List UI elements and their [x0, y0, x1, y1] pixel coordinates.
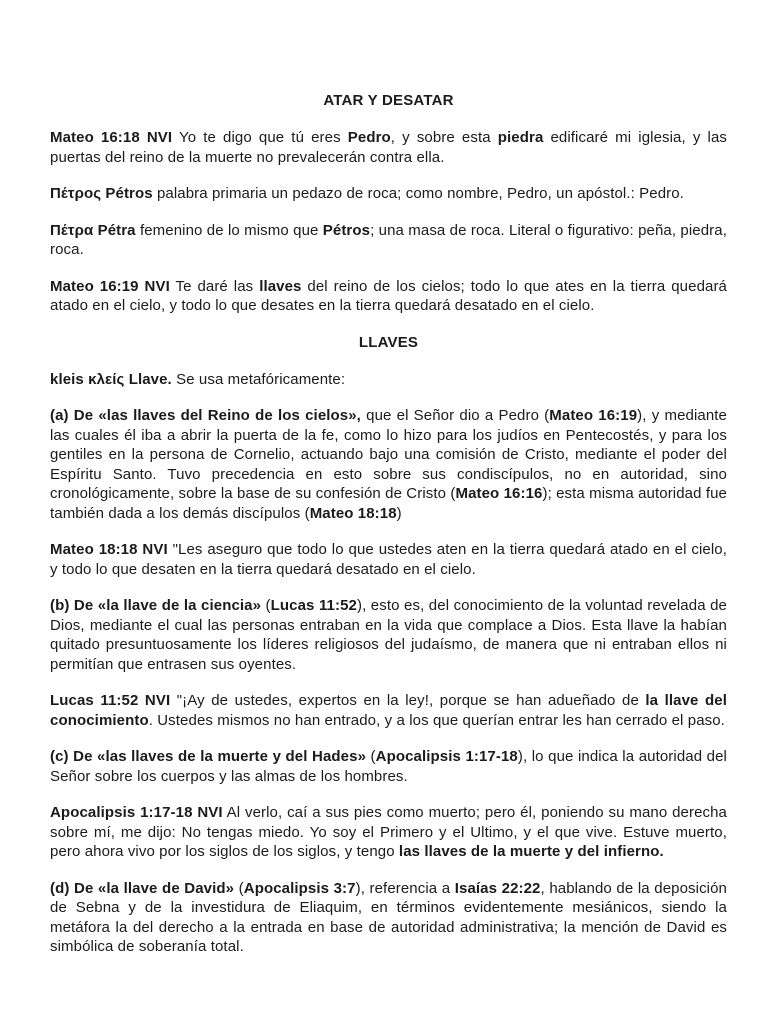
paragraph [50, 691, 727, 730]
text-run: femenino de lo mismo que [135, 221, 323, 239]
text-run: ), lo que indica la autoridad del Señor sobre los cuerpos y las almas de los hombres. [50, 748, 727, 785]
document-content [50, 91, 727, 957]
paragraph [50, 370, 727, 390]
bold-text-run: Lucas 11:52 [270, 597, 357, 614]
text-run: ( [261, 597, 271, 614]
bold-text-run: Pétros [322, 221, 371, 239]
bold-text-run: LLAVES [358, 333, 419, 351]
bold-text-run: Isaías 22:22 [454, 879, 541, 897]
bold-text-run: (b) De «la llave de la ciencia» [50, 597, 262, 614]
text-run: "Les aseguro que todo lo que ustedes aten en la tierra quedará atado en el cielo, y todo lo que desaten en la tierra quedará desatado en el cielo. [50, 541, 727, 578]
bold-text-run: (d) De «la llave de David» [50, 879, 235, 897]
bold-text-run: ATAR Y DESATAR [323, 92, 454, 109]
bold-text-run: (a) De «las llaves del Reino de los cielos», [50, 407, 361, 424]
bold-text-run: Mateo 16:18 NVI [50, 129, 173, 146]
paragraph [50, 221, 727, 260]
bold-text-run: Mateo 16:19 NVI [50, 277, 170, 295]
text-run: Yo te digo que tú eres [172, 129, 348, 146]
text-run: "¡Ay de ustedes, expertos en la ley!, porque se han adueñado de [170, 692, 646, 709]
text-run: , hablando de la deposición de Sebna y de la investidura de Eliaquim, en términos evidentemente mesiánicos, siendo la metáfora la del derecho a la entrada en base de autoridad administrativa; la mención de David es simbólica de soberanía total. [50, 879, 727, 955]
bold-text-run: Mateo 16:16 [455, 485, 543, 502]
paragraph [50, 596, 727, 674]
paragraph [50, 540, 727, 579]
section-heading [50, 333, 727, 353]
text-run: ( [366, 748, 376, 765]
bold-text-run: la llave del conocimiento [50, 692, 727, 729]
bold-text-run: Apocalipsis 3:7 [243, 879, 356, 897]
bold-text-run: Mateo 16:19 [549, 407, 638, 424]
text-run: Al verlo, caí a sus pies como muerto; pero él, poniendo su mano derecha sobre mí, me dijo: No tengas miedo. Yo soy el Primero y el Ultimo, y el que vive. Estuve muerto, pero ahora vivo por los siglos de los siglos, y tengo [50, 804, 727, 860]
text-run: ( [234, 879, 244, 897]
bold-text-run: Mateo 18:18 NVI [50, 541, 168, 558]
text-run: que el Señor dio a Pedro ( [360, 407, 550, 424]
text-run: , y sobre esta [390, 129, 498, 146]
text-run: palabra primaria un pedazo de roca; como nombre, Pedro, un apóstol.: Pedro. [152, 185, 684, 202]
bold-text-run: (c) De «las llaves de la muerte y del Hades» [50, 748, 367, 765]
bold-text-run: Πέτρα Pétra [50, 221, 136, 239]
bold-text-run: piedra [497, 129, 544, 146]
text-run: del reino de los cielos; todo lo que ates en la tierra quedará atado en el cielo, y todo lo que desates en la tierra quedará desatado en el cielo. [50, 277, 727, 314]
text-run: Se usa metafóricamente: [171, 370, 346, 388]
text-run: ), y mediante las cuales él iba a abrir la puerta de la fe, como lo hizo para los judíos en Pentecostés, y para los gentiles en la persona de Cornelio, actuando bajo una comisión de Cristo, mediante el poder del Espíritu Santo. Tuvo precedencia en esto sobre sus condiscípulos, no en autoridad, sino cronológicamente, sobre la base de su confesión de Cristo ( [50, 407, 727, 502]
paragraph [50, 184, 727, 204]
text-run: Te daré las [169, 277, 260, 295]
text-run: . Ustedes mismos no han entrado, y a los que querían entrar les han cerrado el paso. [148, 711, 725, 729]
paragraph [50, 747, 727, 786]
text-run: ) [396, 504, 402, 522]
bold-text-run: las llaves de la muerte y del infierno. [398, 843, 664, 860]
section-heading [50, 91, 727, 111]
paragraph [50, 406, 727, 523]
bold-text-run: llaves [259, 277, 302, 295]
bold-text-run: Pedro [347, 129, 391, 146]
text-run: ); esta misma autoridad fue también dada a los demás discípulos ( [50, 485, 727, 522]
bold-text-run: Apocalipsis 1:17-18 [375, 748, 518, 765]
text-run: ), esto es, del conocimiento de la voluntad revelada de Dios, mediante el cual las personas entraban en la vida que complace a Dios. Esta llave la habían quitado presuntuosamente los líderes religiosos del judaísmo, de manera que ni entraban ellos ni permitían que entrasen sus oyentes. [50, 597, 727, 673]
paragraph [50, 277, 727, 316]
bold-text-run: Apocalipsis 1:17-18 NVI [50, 804, 223, 821]
text-run: ; una masa de roca. Literal o figurativo: peña, piedra, roca. [50, 221, 727, 258]
bold-text-run: kleis κλείς Llave. [50, 370, 172, 388]
paragraph [50, 803, 727, 862]
text-run: edificaré mi iglesia, y las puertas del reino de la muerte no prevalecerán contra ella. [50, 129, 728, 166]
bold-text-run: Mateo 18:18 [309, 504, 397, 522]
paragraph [50, 128, 727, 167]
bold-text-run: Lucas 11:52 NVI [50, 692, 171, 709]
text-run: ), referencia a [355, 879, 455, 897]
bold-text-run: Πέτρος Pétros [50, 185, 153, 202]
paragraph [50, 879, 727, 957]
